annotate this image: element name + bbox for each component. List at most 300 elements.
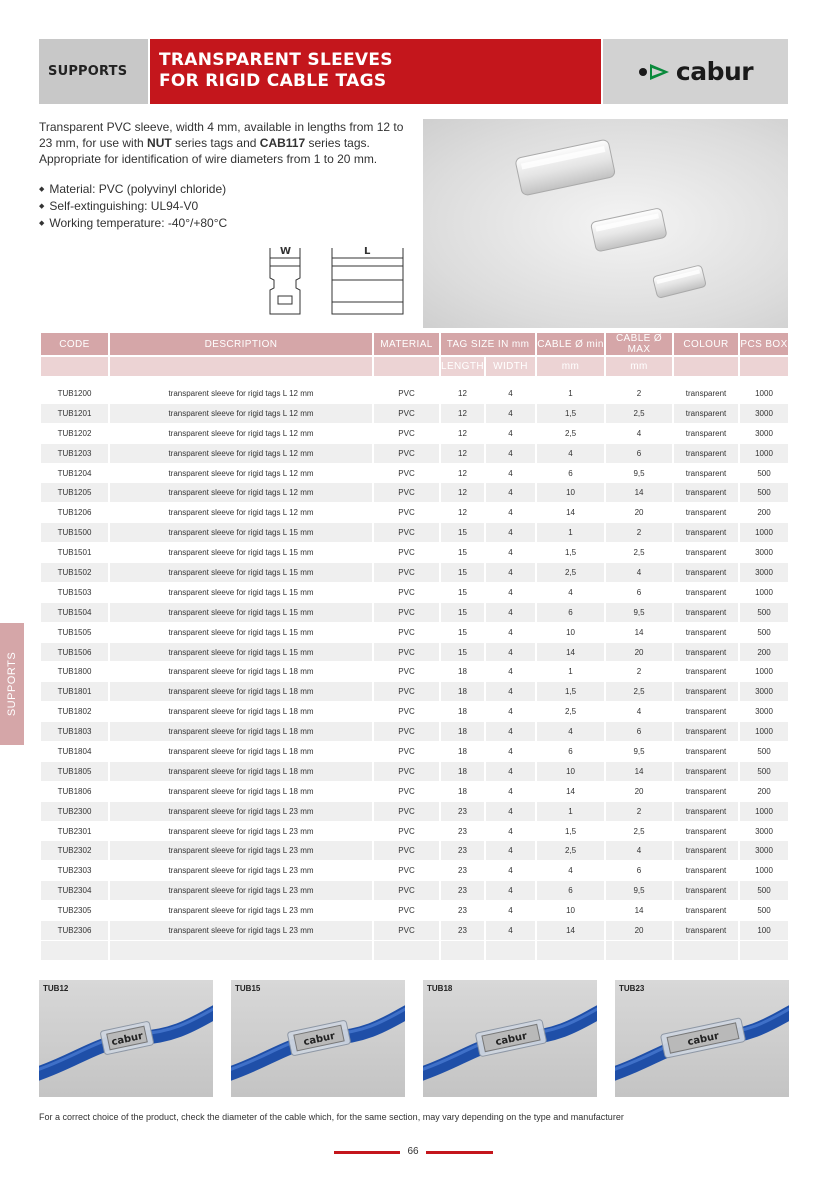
cell-pcs-box: 3000 — [740, 563, 788, 583]
cell-description: transparent sleeve for rigid tags L 15 mm — [110, 583, 372, 603]
table-row — [41, 802, 788, 822]
cell-pcs-box: 500 — [740, 464, 788, 484]
application-photo — [423, 980, 597, 1097]
cell-material: PVC — [374, 603, 439, 623]
cell-code: TUB1806 — [41, 782, 108, 802]
cell-description: transparent sleeve for rigid tags L 15 mm — [110, 523, 372, 543]
cell-code: TUB1502 — [41, 563, 108, 583]
tag-text: cabur — [110, 1030, 145, 1049]
sub-blank — [110, 357, 372, 378]
cell-width: 4 — [486, 563, 535, 583]
cell-cable-min: 14 — [537, 503, 604, 523]
cell-description: transparent sleeve for rigid tags L 12 mm — [110, 404, 372, 424]
cell-cable-max: 2 — [606, 384, 672, 404]
col-cable-min: CABLE Ø min — [537, 333, 604, 357]
cell-length: 18 — [441, 702, 484, 722]
cell-material: PVC — [374, 583, 439, 603]
cell-cable-max: 6 — [606, 861, 672, 881]
cell-cable-max: 20 — [606, 643, 672, 663]
cell-colour: transparent — [674, 444, 738, 464]
tag-text: cabur — [494, 1030, 529, 1049]
cell-length: 12 — [441, 384, 484, 404]
cell-cable-min: 14 — [537, 643, 604, 663]
table-row — [41, 762, 788, 782]
cell-cable-min: 2,5 — [537, 563, 604, 583]
sub-cable-max-unit: mm — [606, 357, 672, 378]
table-row — [41, 464, 788, 484]
table-row — [41, 722, 788, 742]
cell-material: PVC — [374, 782, 439, 802]
cell-colour: transparent — [674, 483, 738, 503]
cell-width: 4 — [486, 543, 535, 563]
cell-width: 4 — [486, 464, 535, 484]
cell-colour: transparent — [674, 782, 738, 802]
cell-colour: transparent — [674, 563, 738, 583]
cell-colour: transparent — [674, 523, 738, 543]
cell-code: TUB2302 — [41, 841, 108, 861]
cell-cable-max: 2 — [606, 802, 672, 822]
cell-cable-min: 6 — [537, 881, 604, 901]
photo-label: TUB12 — [43, 984, 69, 993]
cell-material: PVC — [374, 802, 439, 822]
cell-description: transparent sleeve for rigid tags L 18 mm — [110, 662, 372, 682]
cell-material: PVC — [374, 444, 439, 464]
cell-material: PVC — [374, 543, 439, 563]
cell-material: PVC — [374, 722, 439, 742]
cell-width: 4 — [486, 702, 535, 722]
cab117-series: CAB117 — [259, 136, 306, 150]
cell-width: 4 — [486, 483, 535, 503]
cell-colour: transparent — [674, 702, 738, 722]
cell-width: 4 — [486, 503, 535, 523]
application-photo — [615, 980, 789, 1097]
cell-pcs-box: 1000 — [740, 444, 788, 464]
cell-width: 4 — [486, 523, 535, 543]
cell-description: transparent sleeve for rigid tags L 12 mm — [110, 464, 372, 484]
table-row — [41, 881, 788, 901]
cell-length: 12 — [441, 483, 484, 503]
photo-label: TUB18 — [427, 984, 453, 993]
cell-pcs-box: 200 — [740, 782, 788, 802]
cell-description: transparent sleeve for rigid tags L 12 mm — [110, 483, 372, 503]
cell-description: transparent sleeve for rigid tags L 23 mm — [110, 901, 372, 921]
cell-description: transparent sleeve for rigid tags L 18 mm — [110, 682, 372, 702]
table-row — [41, 742, 788, 762]
cell-colour: transparent — [674, 841, 738, 861]
cell-length: 15 — [441, 523, 484, 543]
cable-with-sleeve-illustration — [423, 980, 597, 1097]
col-cable-max: CABLE Ø MAX — [606, 333, 672, 357]
cell-pcs-box: 3000 — [740, 424, 788, 444]
cell-cable-min: 14 — [537, 921, 604, 941]
cell-colour: transparent — [674, 464, 738, 484]
cell-description: transparent sleeve for rigid tags L 12 mm — [110, 384, 372, 404]
cell-length: 23 — [441, 841, 484, 861]
cell-cable-min: 14 — [537, 782, 604, 802]
cell-cable-min: 1 — [537, 523, 604, 543]
cell-cable-max: 4 — [606, 841, 672, 861]
cell-material: PVC — [374, 762, 439, 782]
cell-cable-max: 4 — [606, 702, 672, 722]
cell-material: PVC — [374, 503, 439, 523]
cell-code: TUB2300 — [41, 802, 108, 822]
cell-colour: transparent — [674, 722, 738, 742]
cell-description: transparent sleeve for rigid tags L 15 mm — [110, 543, 372, 563]
cell-length: 23 — [441, 802, 484, 822]
cell-material: PVC — [374, 881, 439, 901]
cell-length: 15 — [441, 623, 484, 643]
cell-cable-max: 14 — [606, 901, 672, 921]
cell-width: 4 — [486, 424, 535, 444]
cell-description: transparent sleeve for rigid tags L 23 mm — [110, 861, 372, 881]
cell-width: 4 — [486, 603, 535, 623]
cell-cable-max: 9,5 — [606, 881, 672, 901]
spec-flammability: ◆ Self-extinguishing: UL94-V0 — [39, 198, 415, 215]
cell-description: transparent sleeve for rigid tags L 23 mm — [110, 921, 372, 941]
table-row — [41, 603, 788, 623]
sleeves-illustration — [423, 119, 788, 328]
cell-length: 12 — [441, 503, 484, 523]
cell-cable-min: 2,5 — [537, 702, 604, 722]
cell-pcs-box: 500 — [740, 901, 788, 921]
cell-cable-min: 1 — [537, 384, 604, 404]
cable-with-sleeve-illustration — [39, 980, 213, 1097]
cell-material: PVC — [374, 682, 439, 702]
cell-width: 4 — [486, 623, 535, 643]
cell-length: 23 — [441, 881, 484, 901]
product-table — [39, 333, 790, 961]
cell-description: transparent sleeve for rigid tags L 18 mm — [110, 722, 372, 742]
dimension-drawing — [250, 240, 415, 322]
cell-cable-max: 4 — [606, 424, 672, 444]
cell-colour: transparent — [674, 643, 738, 663]
cell-cable-max: 14 — [606, 762, 672, 782]
cell-colour: transparent — [674, 543, 738, 563]
cell-cable-max: 6 — [606, 722, 672, 742]
cell-cable-max: 20 — [606, 782, 672, 802]
spec-temperature: ◆ Working temperature: -40°/+80°C — [39, 215, 415, 232]
cell-cable-min: 4 — [537, 583, 604, 603]
cell-code: TUB2305 — [41, 901, 108, 921]
tag-text: cabur — [686, 1030, 721, 1049]
cell-pcs-box: 1000 — [740, 523, 788, 543]
cell-material: PVC — [374, 822, 439, 842]
cell-material: PVC — [374, 742, 439, 762]
cell-cable-min: 6 — [537, 603, 604, 623]
cell-colour: transparent — [674, 603, 738, 623]
cell-pcs-box: 1000 — [740, 662, 788, 682]
cell-material: PVC — [374, 643, 439, 663]
cell-cable-min: 2,5 — [537, 424, 604, 444]
brand-logo — [603, 39, 788, 104]
cell-length: 15 — [441, 583, 484, 603]
cell-code: TUB1804 — [41, 742, 108, 762]
table-row — [41, 444, 788, 464]
cell-code: TUB1206 — [41, 503, 108, 523]
cell-cable-min: 1,5 — [537, 822, 604, 842]
cell-cable-max: 9,5 — [606, 464, 672, 484]
cell-cable-max: 2 — [606, 662, 672, 682]
table-row — [41, 404, 788, 424]
cell-material: PVC — [374, 662, 439, 682]
cell-colour: transparent — [674, 623, 738, 643]
cell-cable-min: 4 — [537, 722, 604, 742]
cell-width: 4 — [486, 722, 535, 742]
col-colour: COLOUR — [674, 333, 738, 357]
cell-cable-max: 20 — [606, 503, 672, 523]
cell-colour: transparent — [674, 901, 738, 921]
cell-code: TUB1802 — [41, 702, 108, 722]
col-pcs-box: PCS BOX — [740, 333, 788, 357]
cell-width: 4 — [486, 901, 535, 921]
cell-code: TUB2301 — [41, 822, 108, 842]
cell-width: 4 — [486, 404, 535, 424]
table-row — [41, 623, 788, 643]
application-photo — [231, 980, 405, 1097]
cell-description: transparent sleeve for rigid tags L 12 mm — [110, 503, 372, 523]
cell-length: 23 — [441, 901, 484, 921]
cell-pcs-box: 1000 — [740, 802, 788, 822]
cell-material: PVC — [374, 841, 439, 861]
cell-colour: transparent — [674, 503, 738, 523]
cell-width: 4 — [486, 881, 535, 901]
cell-material: PVC — [374, 901, 439, 921]
cell-length: 18 — [441, 742, 484, 762]
cell-colour: transparent — [674, 682, 738, 702]
cell-description: transparent sleeve for rigid tags L 18 mm — [110, 742, 372, 762]
table-row — [41, 822, 788, 842]
photo-label: TUB15 — [235, 984, 261, 993]
cell-colour: transparent — [674, 583, 738, 603]
cell-description: transparent sleeve for rigid tags L 15 mm — [110, 623, 372, 643]
cell-code: TUB1204 — [41, 464, 108, 484]
cell-width: 4 — [486, 762, 535, 782]
cell-description: transparent sleeve for rigid tags L 23 mm — [110, 841, 372, 861]
cell-colour: transparent — [674, 404, 738, 424]
table-row — [41, 861, 788, 881]
cell-description: transparent sleeve for rigid tags L 12 mm — [110, 424, 372, 444]
cell-description: transparent sleeve for rigid tags L 23 mm — [110, 822, 372, 842]
table-row — [41, 424, 788, 444]
cell-cable-max: 6 — [606, 583, 672, 603]
cell-material: PVC — [374, 483, 439, 503]
page-title-line1: TRANSPARENT SLEEVES — [159, 50, 393, 70]
page-title — [150, 39, 601, 104]
cell-cable-min: 1,5 — [537, 682, 604, 702]
cell-cable-min: 4 — [537, 861, 604, 881]
table-row — [41, 523, 788, 543]
logo-text: cabur — [675, 57, 754, 86]
sub-cable-min-unit: mm — [537, 357, 604, 378]
cell-material: PVC — [374, 523, 439, 543]
cell-pcs-box: 1000 — [740, 384, 788, 404]
footer-note: For a correct choice of the product, check the diameter of the cable which, for the same section, may vary depending on the type and manufacturer — [39, 1112, 624, 1122]
cell-cable-max: 4 — [606, 563, 672, 583]
cell-width: 4 — [486, 444, 535, 464]
cell-code: TUB1800 — [41, 662, 108, 682]
cell-pcs-box: 500 — [740, 762, 788, 782]
cell-width: 4 — [486, 822, 535, 842]
spec-material: ◆ Material: PVC (polyvinyl chloride) — [39, 181, 415, 198]
cell-cable-min: 2,5 — [537, 841, 604, 861]
cell-pcs-box: 3000 — [740, 682, 788, 702]
length-label: L — [364, 246, 371, 257]
cell-cable-max: 2,5 — [606, 822, 672, 842]
cell-length: 12 — [441, 404, 484, 424]
col-code: CODE — [41, 333, 108, 357]
cell-material: PVC — [374, 464, 439, 484]
sub-blank — [740, 357, 788, 378]
cell-width: 4 — [486, 802, 535, 822]
cell-length: 18 — [441, 682, 484, 702]
cell-width: 4 — [486, 782, 535, 802]
table-row — [41, 563, 788, 583]
cell-width: 4 — [486, 861, 535, 881]
cell-pcs-box: 500 — [740, 623, 788, 643]
cell-cable-min: 10 — [537, 483, 604, 503]
cell-cable-max: 9,5 — [606, 742, 672, 762]
cell-pcs-box: 100 — [740, 921, 788, 941]
cell-cable-min: 4 — [537, 444, 604, 464]
cell-cable-min: 1 — [537, 802, 604, 822]
cell-width: 4 — [486, 643, 535, 663]
cell-cable-min: 6 — [537, 742, 604, 762]
product-photo — [423, 119, 788, 328]
table-row — [41, 921, 788, 941]
cell-length: 15 — [441, 643, 484, 663]
cell-cable-min: 6 — [537, 464, 604, 484]
page-title-line2: FOR RIGID CABLE TAGS — [159, 71, 387, 91]
cell-code: TUB1500 — [41, 523, 108, 543]
table-row — [41, 702, 788, 722]
cell-code: TUB1501 — [41, 543, 108, 563]
table-row — [41, 503, 788, 523]
table-row — [41, 384, 788, 404]
cell-code: TUB1202 — [41, 424, 108, 444]
table-row — [41, 682, 788, 702]
cell-length: 15 — [441, 603, 484, 623]
page-bar-right — [426, 1151, 493, 1154]
nut-series: NUT — [147, 136, 172, 150]
table-header-row — [41, 333, 788, 357]
cell-width: 4 — [486, 662, 535, 682]
cell-cable-min: 1,5 — [537, 543, 604, 563]
cell-code: TUB1803 — [41, 722, 108, 742]
cell-cable-max: 14 — [606, 623, 672, 643]
sub-blank — [374, 357, 439, 378]
table-row — [41, 662, 788, 682]
col-material: MATERIAL — [374, 333, 439, 357]
cell-length: 18 — [441, 722, 484, 742]
sub-blank — [674, 357, 738, 378]
cell-pcs-box: 500 — [740, 483, 788, 503]
product-intro — [39, 119, 415, 232]
cell-description: transparent sleeve for rigid tags L 15 mm — [110, 603, 372, 623]
cell-material: PVC — [374, 384, 439, 404]
cell-material: PVC — [374, 563, 439, 583]
cell-code: TUB2306 — [41, 921, 108, 941]
cell-code: TUB1503 — [41, 583, 108, 603]
cell-pcs-box: 1000 — [740, 583, 788, 603]
cell-colour: transparent — [674, 921, 738, 941]
cell-colour: transparent — [674, 742, 738, 762]
cell-description: transparent sleeve for rigid tags L 23 mm — [110, 802, 372, 822]
cell-width: 4 — [486, 682, 535, 702]
cell-cable-max: 6 — [606, 444, 672, 464]
cell-length: 23 — [441, 822, 484, 842]
cell-pcs-box: 1000 — [740, 861, 788, 881]
cell-code: TUB1506 — [41, 643, 108, 663]
table-row — [41, 583, 788, 603]
section-label: SUPPORTS — [39, 39, 148, 104]
cell-width: 4 — [486, 841, 535, 861]
cell-code: TUB1504 — [41, 603, 108, 623]
cell-description: transparent sleeve for rigid tags L 15 mm — [110, 643, 372, 663]
application-photo — [39, 980, 213, 1097]
cell-colour: transparent — [674, 881, 738, 901]
cell-code: TUB2303 — [41, 861, 108, 881]
cable-with-sleeve-illustration — [615, 980, 789, 1097]
cell-material: PVC — [374, 861, 439, 881]
table-row — [41, 841, 788, 861]
cell-length: 18 — [441, 762, 484, 782]
cell-width: 4 — [486, 384, 535, 404]
cell-material: PVC — [374, 623, 439, 643]
cell-description: transparent sleeve for rigid tags L 18 mm — [110, 702, 372, 722]
cell-code: TUB2304 — [41, 881, 108, 901]
cell-colour: transparent — [674, 762, 738, 782]
cell-pcs-box: 500 — [740, 881, 788, 901]
cell-width: 4 — [486, 742, 535, 762]
cell-code: TUB1205 — [41, 483, 108, 503]
cell-code: TUB1805 — [41, 762, 108, 782]
cell-colour: transparent — [674, 822, 738, 842]
cell-length: 12 — [441, 464, 484, 484]
cell-length: 12 — [441, 444, 484, 464]
table-row — [41, 901, 788, 921]
cell-length: 23 — [441, 921, 484, 941]
cell-material: PVC — [374, 921, 439, 941]
cell-cable-min: 1 — [537, 662, 604, 682]
cell-pcs-box: 200 — [740, 643, 788, 663]
cell-length: 15 — [441, 563, 484, 583]
photo-label: TUB23 — [619, 984, 645, 993]
cell-colour: transparent — [674, 384, 738, 404]
col-tag-size: TAG SIZE IN mm — [441, 333, 535, 357]
cell-colour: transparent — [674, 662, 738, 682]
cell-material: PVC — [374, 702, 439, 722]
intro-paragraph: Transparent PVC sleeve, width 4 mm, available in lengths from 12 to 23 mm, for use with NUT series tags and CAB117 series tags. Appropriate for identification of wire diameters from 1 to 20 mm. — [39, 120, 404, 166]
cell-pcs-box: 500 — [740, 742, 788, 762]
width-label: W — [280, 246, 292, 257]
cell-pcs-box: 200 — [740, 503, 788, 523]
cell-colour: transparent — [674, 424, 738, 444]
cell-cable-min: 10 — [537, 762, 604, 782]
cell-width: 4 — [486, 921, 535, 941]
cell-description: transparent sleeve for rigid tags L 23 mm — [110, 881, 372, 901]
cell-pcs-box: 3000 — [740, 404, 788, 424]
cell-cable-max: 2 — [606, 523, 672, 543]
side-tab-label: SUPPORTS — [6, 651, 18, 717]
cell-cable-min: 1,5 — [537, 404, 604, 424]
col-description: DESCRIPTION — [110, 333, 372, 357]
cell-code: TUB1200 — [41, 384, 108, 404]
table-row — [41, 782, 788, 802]
cell-material: PVC — [374, 404, 439, 424]
cell-pcs-box: 500 — [740, 603, 788, 623]
spec-list — [39, 181, 415, 232]
table-subheader-row — [41, 357, 788, 378]
